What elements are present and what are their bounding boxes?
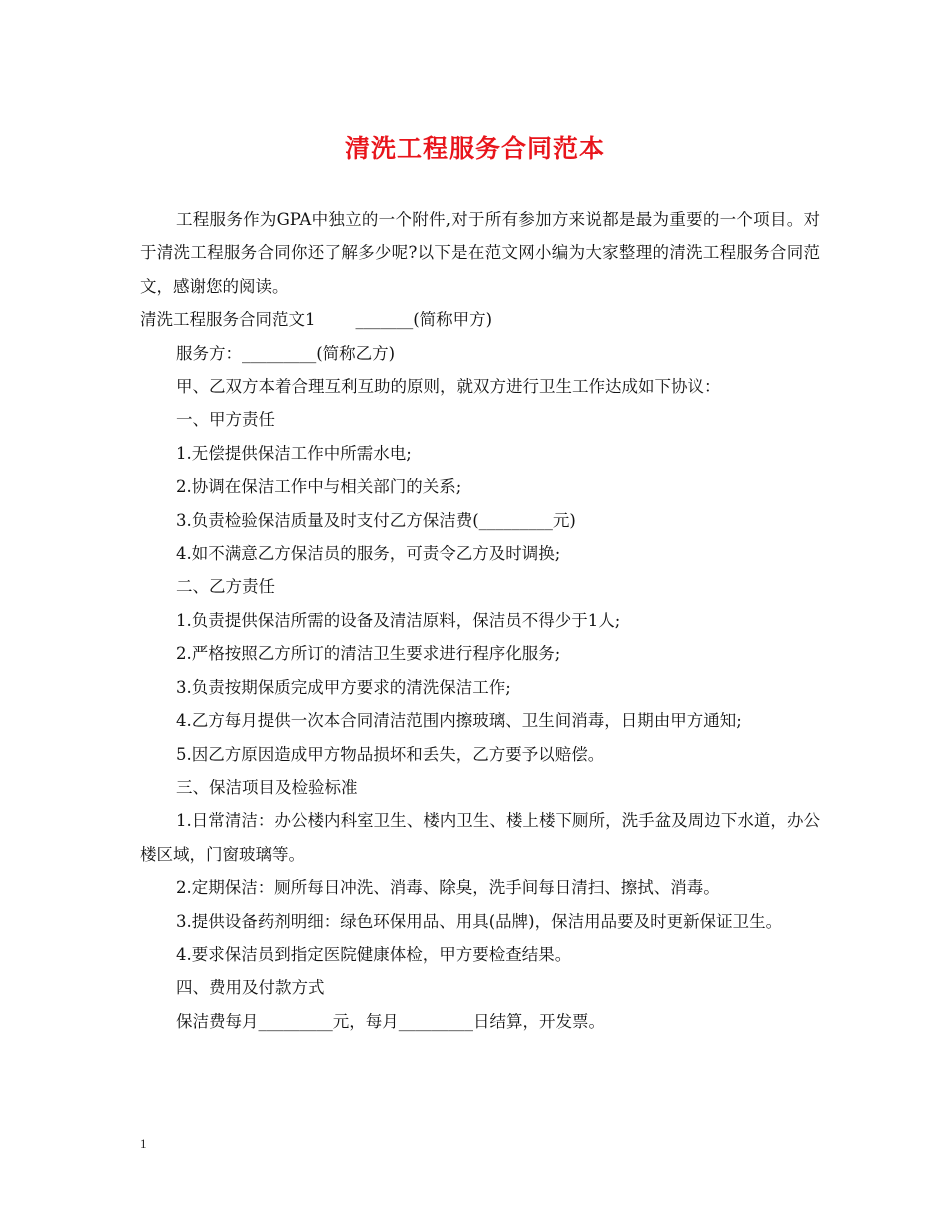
document-body xyxy=(140,203,820,1038)
clause-a3: 3.负责检验保洁质量及时支付乙方保洁费(_________元) xyxy=(176,510,576,530)
clause-a2: 2.协调在保洁工作中与相关部门的关系; xyxy=(176,477,462,497)
intro-paragraph: 工程服务作为GPA中独立的一个附件,对于所有参加方来说都是最为重要的一个项目。对于清洗工程服务合同你还了解多少呢?以下是在范文网小编为大家整理的清洗工程服务合同范文，感谢您的阅读。 xyxy=(140,210,820,296)
clause-b2: 2.严格按照乙方所订的清洁卫生要求进行程序化服务; xyxy=(176,644,561,664)
section-heading-3: 三、保洁项目及检验标准 xyxy=(176,777,358,797)
document-title: 清洗工程服务合同范本 xyxy=(344,134,605,163)
section-heading-1: 一、甲方责任 xyxy=(176,410,275,430)
agreement-line: 甲、乙双方本着合理互利互助的原则，就双方进行卫生工作达成如下协议： xyxy=(176,377,721,397)
clause-c1: 1.日常清洁：办公楼内科室卫生、楼内卫生、楼上楼下厕所，洗手盆及周边下水道，办公楼区域，门窗玻璃等。 xyxy=(140,811,820,864)
clause-c4: 4.要求保洁员到指定医院健康体检，甲方要检查结果。 xyxy=(176,944,572,964)
section-heading-4: 四、费用及付款方式 xyxy=(176,978,325,998)
clause-a4: 4.如不满意乙方保洁员的服务，可责令乙方及时调换; xyxy=(176,544,561,564)
clause-b4: 4.乙方每月提供一次本合同清洁范围内擦玻璃、卫生间消毒，日期由甲方通知; xyxy=(176,711,742,731)
page-number: 1 xyxy=(140,1136,147,1151)
clause-a1: 1.无偿提供保洁工作中所需水电; xyxy=(176,443,412,463)
clause-b1: 1.负责提供保洁所需的设备及清洁原料，保洁员不得少于1人; xyxy=(176,610,621,630)
clause-b3: 3.负责按期保质完成甲方要求的清洗保洁工作; xyxy=(176,677,511,697)
clause-b5: 5.因乙方原因造成甲方物品损坏和丢失，乙方要予以赔偿。 xyxy=(176,744,605,764)
clause-d1: 保洁费每月_________元，每月_________日结算，开发票。 xyxy=(176,1011,605,1031)
clause-c3: 3.提供设备药剂明细：绿色环保用品、用具(品牌)，保洁用品要及时更新保证卫生。 xyxy=(176,911,783,931)
party-a-line: _______(简称甲方) xyxy=(355,310,493,330)
clause-c2: 2.定期保洁：厕所每日冲洗、消毒、除臭，洗手间每日清扫、擦拭、消毒。 xyxy=(176,878,720,898)
section-label-line xyxy=(140,303,820,336)
party-b-line: 服务方：_________(简称乙方) xyxy=(176,343,396,363)
section-label: 清洗工程服务合同范文1 xyxy=(140,310,316,330)
section-heading-2: 二、乙方责任 xyxy=(176,577,275,597)
